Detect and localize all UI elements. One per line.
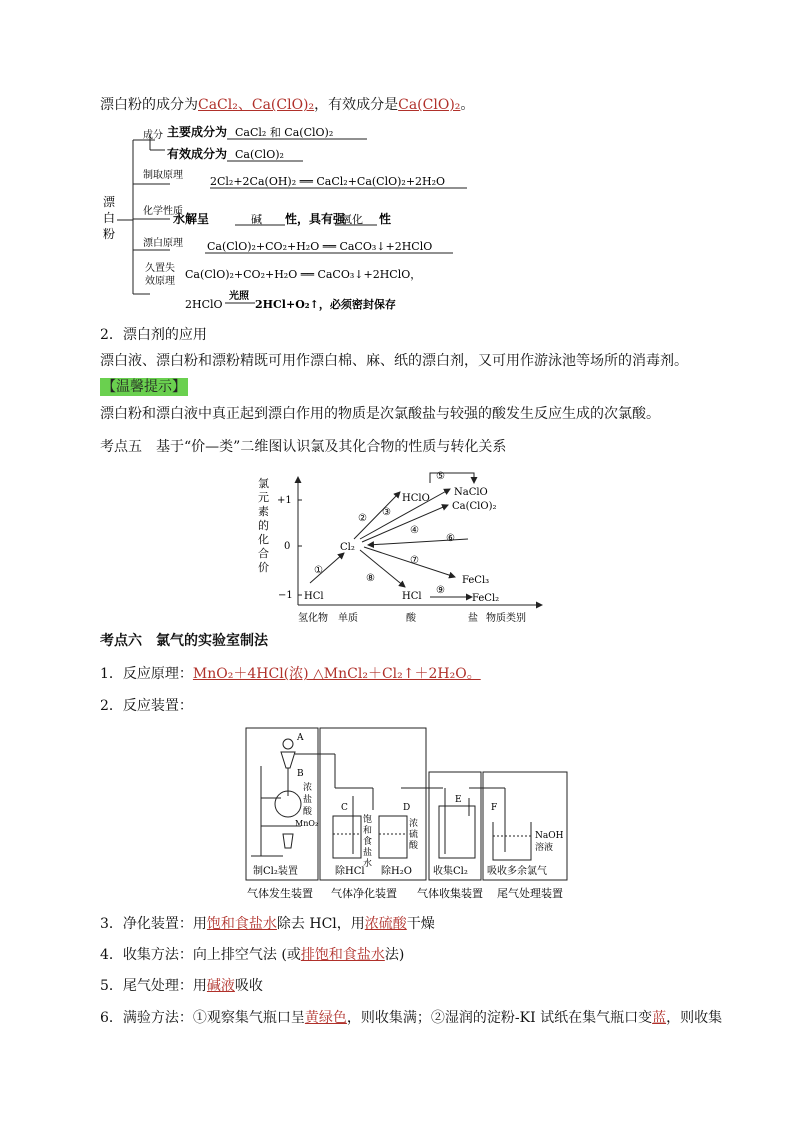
h2so4-char: 酸 [409, 841, 419, 851]
spoil-eq2b: 2HCl+O₂↑，必须密封保存 [255, 298, 396, 311]
main-formula: CaCl₂ 和 Ca(ClO)₂ [235, 126, 334, 139]
item-3-text: 除去 HCl，用 [276, 916, 365, 932]
chem-property-label: 化学性质 [143, 206, 183, 217]
caption-collect: 收集Cl₂ [433, 866, 468, 877]
bleach-principle-label: 漂白原理 [143, 238, 183, 249]
item-6-text: 6．满验方法：①观察集气瓶口呈 [100, 1010, 305, 1026]
item-6 [100, 1009, 722, 1027]
item-5-text: 吸收 [234, 978, 263, 994]
label-f: F [491, 803, 498, 813]
funnel-stopcock [283, 739, 293, 749]
xtick-label: 酸 [406, 613, 416, 624]
ylabel-char: 的 [258, 519, 269, 532]
species-fecl2: FeCl₂ [472, 593, 500, 604]
spoil-label: 久置失 [145, 263, 175, 274]
arrow-label: ⑨ [436, 585, 445, 596]
ylabel-char: 化 [258, 533, 269, 546]
item-4-text: 法) [384, 947, 405, 963]
arrow-label: ② [358, 513, 367, 524]
production-eq: 2Cl₂+2Ca(OH)₂ ══ CaCl₂+Ca(ClO)₂+2H₂O [210, 175, 446, 188]
ingredient-label: 成分 [143, 130, 163, 141]
separatory-funnel [281, 752, 295, 768]
brine-char: 饱 [363, 815, 373, 825]
bottle-e [439, 806, 475, 858]
item-6-text: ，则收集 [666, 1010, 723, 1026]
species-hcl: HCl [304, 591, 324, 602]
tip-label: 【温馨提示】 [102, 379, 186, 395]
root-char: 漂 [103, 195, 116, 209]
label-a: A [297, 733, 304, 743]
arrow-label: ⑤ [436, 471, 445, 482]
arrow-4 [362, 505, 448, 542]
ylabel-char: 素 [258, 505, 269, 518]
item-5-text: 5．尾气处理：用 [100, 978, 207, 994]
group-collection: 气体收集装置 [417, 887, 483, 900]
species-fecl3: FeCl₃ [462, 575, 490, 586]
item-4-answer: 排饱和食盐水 [300, 947, 385, 963]
brine-char: 和 [363, 826, 373, 836]
caption-remove-h2o: 除H₂O [381, 866, 412, 877]
label-e: E [455, 795, 462, 805]
section-2-title: 2．漂白剂的应用 [100, 327, 207, 343]
chem-text: 水解呈 [173, 212, 210, 226]
item-6-answer: 黄绿色 [304, 1010, 347, 1026]
item-1-prefix: 1．反应原理： [100, 666, 193, 682]
species-hclo: HClO [402, 493, 430, 504]
xtick-label: 氢化物 [298, 613, 328, 624]
arrow-label: ③ [382, 507, 391, 518]
spoil-label: 效原理 [145, 276, 175, 287]
xtick-label: 盐 [468, 613, 478, 624]
apparatus-diagram [243, 726, 573, 904]
effective-formula: Ca(ClO)₂ [235, 148, 284, 161]
h2so4-char: 浓 [409, 819, 419, 829]
label-c: C [341, 803, 348, 813]
brine-char: 盐 [363, 848, 373, 858]
group-purification: 气体净化装置 [331, 887, 397, 900]
effective-ingredient: 有效成分为 [167, 147, 228, 161]
intro-text: ，有效成分是 [314, 97, 399, 113]
bottle-c [333, 816, 361, 858]
conc-hcl-char: 浓 [303, 783, 313, 793]
item-6-answer: 蓝 [652, 1010, 667, 1026]
intro-text: 漂白粉的成分为 [100, 97, 198, 113]
group-generation: 气体发生装置 [247, 887, 313, 900]
tip-body: 漂白粉和漂白液中真正起到漂白作用的物质是次氯酸盐与较强的酸发生反应生成的次氯酸。 [100, 406, 660, 422]
tip-label-row [100, 378, 188, 396]
bleach-eq: Ca(ClO)₂+CO₂+H₂O ══ CaCO₃↓+2HClO [207, 240, 433, 253]
chem-fill: 碱 [251, 213, 262, 226]
ytick-label: +1 [277, 495, 292, 506]
answer-ingredients: CaCl₂、Ca(ClO)₂ [198, 97, 315, 113]
naoh-label: 溶液 [535, 843, 554, 853]
species-naclo: NaClO [454, 487, 488, 498]
spoil-eq1: Ca(ClO)₂+CO₂+H₂O ══ CaCO₃↓+2HClO， [185, 268, 422, 281]
species-caclo2: Ca(ClO)₂ [452, 501, 497, 512]
xaxis-title: 物质类别 [486, 613, 526, 624]
beaker-f [493, 822, 531, 860]
item-3-text: 干燥 [406, 916, 435, 932]
ylabel-char: 合 [258, 547, 269, 560]
h2so4-char: 硫 [409, 830, 419, 840]
caption-generator: 制Cl₂装置 [253, 866, 298, 877]
caption-remove-hcl: 除HCl [335, 866, 365, 877]
arrow-label: ⑦ [410, 555, 419, 566]
valence-chart [250, 465, 550, 630]
label-b: B [297, 769, 304, 779]
species-hcl-acid: HCl [402, 591, 422, 602]
spoil-eq2a: 2HClO [185, 298, 223, 311]
production-label: 制取原理 [143, 170, 183, 181]
intro-line [100, 96, 474, 114]
intro-text: 。 [460, 97, 475, 113]
main-ingredient: 主要成分为 [167, 125, 228, 139]
arrow-label: ⑥ [446, 533, 455, 544]
arrow-label: ① [314, 565, 323, 576]
mno2-label: MnO₂ [295, 819, 319, 828]
bleach-powder-diagram [95, 118, 495, 318]
brine-char: 水 [363, 859, 373, 869]
answer-effective: Ca(ClO)₂ [398, 97, 461, 113]
section-2-body: 漂白液、漂白粉和漂粉精既可用作漂白棉、麻、纸的漂白剂，又可用作游泳池等场所的消毒剂。 [100, 353, 688, 369]
item-6-text: ，则收集满；②湿润的淀粉-KI 试纸在集气瓶口变 [346, 1010, 653, 1026]
item-3-answer: 饱和食盐水 [206, 916, 277, 932]
root-char: 粉 [103, 227, 116, 241]
species-cl2: Cl₂ [340, 542, 355, 553]
caption-absorb: 吸收多余氯气 [487, 866, 547, 877]
brine-char: 食 [363, 837, 373, 847]
item-4 [100, 946, 404, 964]
light-condition: 光照 [229, 291, 249, 302]
chem-fill: 氧化 [341, 213, 363, 226]
item-3-text: 3．净化装置：用 [100, 916, 207, 932]
arrow-label: ④ [410, 525, 419, 536]
ylabel-char: 价 [258, 561, 269, 574]
ytick-label: 0 [284, 541, 291, 552]
naoh-label: NaOH [535, 831, 564, 841]
ylabel-char: 氯 [258, 477, 269, 490]
group-tail-gas: 尾气处理装置 [497, 887, 563, 900]
chem-text: 性，具有强 [285, 212, 346, 226]
kd6-title: 考点六 氯气的实验室制法 [100, 633, 268, 649]
item-1-answer: MnO₂＋4HCl(浓) △MnCl₂＋Cl₂↑＋2H₂O。 [192, 666, 481, 682]
xtick-label: 单质 [338, 613, 358, 624]
item-3 [100, 915, 435, 933]
alcohol-lamp [283, 834, 293, 848]
chem-text: 性 [379, 212, 392, 226]
item-4-text: 4．收集方法：向上排空气法 (或 [100, 947, 301, 963]
bottle-d [379, 816, 407, 858]
conc-hcl-char: 酸 [303, 807, 313, 817]
item-5 [100, 977, 263, 995]
item-1 [100, 665, 481, 683]
item-2: 2．反应装置： [100, 698, 193, 714]
item-5-answer: 碱液 [206, 978, 235, 994]
kd5-title: 考点五 基于“价—类”二维图认识氯及其化合物的性质与转化关系 [100, 439, 507, 455]
label-d: D [403, 803, 411, 813]
ytick-label: −1 [278, 590, 293, 601]
conc-hcl-char: 盐 [303, 795, 313, 805]
arrow-label: ⑧ [366, 573, 375, 584]
ylabel-char: 元 [258, 491, 269, 504]
item-3-answer: 浓硫酸 [364, 916, 407, 932]
root-char: 白 [103, 211, 116, 225]
